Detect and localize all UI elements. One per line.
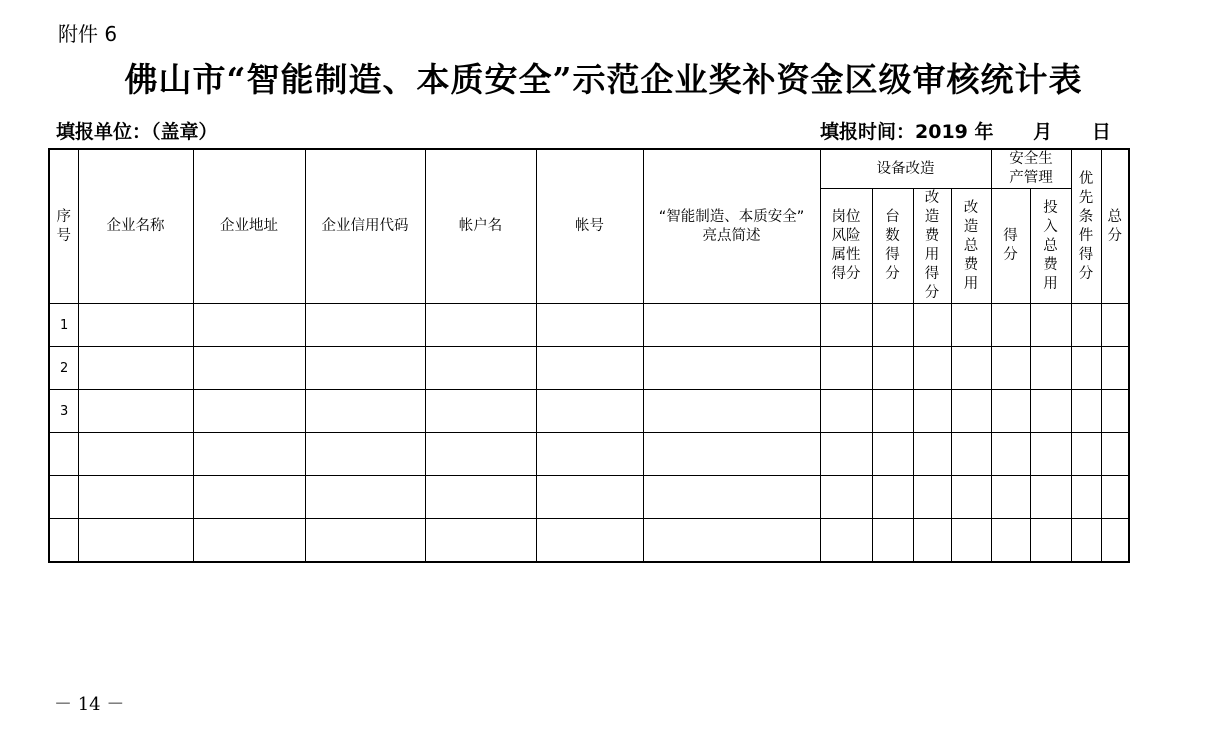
table-row — [49, 433, 1129, 476]
attachment-label: 附件 6 — [58, 22, 118, 46]
table-cell — [1101, 476, 1129, 519]
header-equip-cost-score: 改 造 费 用 得 分 — [913, 189, 951, 304]
table-cell — [305, 390, 425, 433]
table-cell — [1101, 390, 1129, 433]
table-cell — [536, 476, 643, 519]
table-cell — [78, 476, 193, 519]
table-cell — [991, 519, 1030, 562]
header-credit-code: 企业信用代码 — [305, 149, 425, 304]
table-row — [49, 390, 1129, 433]
table-cell — [1071, 476, 1101, 519]
table-cell — [872, 433, 913, 476]
table-cell — [425, 519, 536, 562]
table-cell — [193, 304, 305, 347]
table-cell — [1071, 390, 1101, 433]
table-row — [49, 304, 1129, 347]
fill-unit-label: 填报单位：（盖章） — [56, 121, 218, 143]
table-cell — [913, 519, 951, 562]
table-cell — [305, 433, 425, 476]
table-cell — [305, 347, 425, 390]
table-cell — [1030, 390, 1071, 433]
table-cell — [913, 476, 951, 519]
table-cell — [1030, 304, 1071, 347]
page-title: 佛山市“智能制造、本质安全”示范企业奖补资金区级审核统计表 — [124, 60, 1083, 99]
table-cell — [1101, 304, 1129, 347]
table-cell — [1071, 433, 1101, 476]
audit-statistics-table — [48, 148, 1130, 563]
table-cell — [193, 390, 305, 433]
table-cell — [425, 347, 536, 390]
table-cell — [913, 304, 951, 347]
table-cell — [991, 390, 1030, 433]
table-cell — [536, 519, 643, 562]
table-cell — [78, 347, 193, 390]
table-cell — [536, 390, 643, 433]
table-cell — [425, 304, 536, 347]
table-cell — [643, 519, 820, 562]
table-cell — [951, 519, 991, 562]
row-number-cell: 3 — [49, 390, 78, 433]
table-cell — [951, 433, 991, 476]
table-cell — [193, 433, 305, 476]
table-cell — [643, 390, 820, 433]
table-row — [49, 476, 1129, 519]
table-cell — [820, 390, 872, 433]
table-cell — [872, 390, 913, 433]
header-account-name: 帐户名 — [425, 149, 536, 304]
header-equip-total-cost: 改 造 总 费 用 — [951, 189, 991, 304]
header-account-number: 帐号 — [536, 149, 643, 304]
table-cell — [951, 304, 991, 347]
table-cell — [913, 390, 951, 433]
header-total-score: 总 分 — [1101, 149, 1129, 304]
header-safety-total-investment: 投 入 总 费 用 — [1030, 189, 1071, 304]
fill-time-label: 填报时间：2019 年 月 日 — [820, 121, 1111, 143]
table-cell — [193, 347, 305, 390]
header-highlights: “智能制造、本质安全” 亮点简述 — [643, 149, 820, 304]
table-cell — [913, 347, 951, 390]
header-equip-count-score: 台 数 得 分 — [872, 189, 913, 304]
table-cell — [951, 347, 991, 390]
header-equip-risk-score: 岗位 风险 属性 得分 — [820, 189, 872, 304]
table-cell — [1030, 476, 1071, 519]
table-cell — [991, 304, 1030, 347]
table-cell — [991, 347, 1030, 390]
table-row — [49, 347, 1129, 390]
table-cell — [1101, 519, 1129, 562]
table-cell — [536, 347, 643, 390]
table-cell — [425, 390, 536, 433]
row-number-cell: 2 — [49, 347, 78, 390]
page-number: － 14 － — [54, 694, 125, 715]
table-cell — [78, 304, 193, 347]
table-cell — [78, 519, 193, 562]
header-safety-score: 得 分 — [991, 189, 1030, 304]
table-body — [49, 304, 1129, 562]
table-cell — [305, 304, 425, 347]
table-cell — [1071, 519, 1101, 562]
table-cell — [643, 476, 820, 519]
row-number-cell — [49, 476, 78, 519]
table-cell — [820, 304, 872, 347]
row-number-cell: 1 — [49, 304, 78, 347]
header-safety-group: 安全生 产管理 — [991, 149, 1071, 189]
header-company-address: 企业地址 — [193, 149, 305, 304]
table-cell — [951, 476, 991, 519]
table-cell — [193, 519, 305, 562]
table-cell — [305, 476, 425, 519]
table-cell — [1101, 433, 1129, 476]
header-priority-score: 优 先 条 件 得 分 — [1071, 149, 1101, 304]
table-cell — [872, 347, 913, 390]
header-company-name: 企业名称 — [78, 149, 193, 304]
table-cell — [872, 476, 913, 519]
table-cell — [820, 347, 872, 390]
table-cell — [643, 433, 820, 476]
table-cell — [1030, 433, 1071, 476]
header-seq: 序 号 — [49, 149, 78, 304]
row-number-cell — [49, 433, 78, 476]
table-cell — [820, 519, 872, 562]
table-cell — [536, 433, 643, 476]
table-cell — [425, 476, 536, 519]
table-cell — [872, 519, 913, 562]
table-cell — [820, 476, 872, 519]
row-number-cell — [49, 519, 78, 562]
table-cell — [1101, 347, 1129, 390]
table-cell — [643, 347, 820, 390]
header-equipment-group: 设备改造 — [820, 149, 991, 189]
table-cell — [643, 304, 820, 347]
table-cell — [951, 390, 991, 433]
table-cell — [1030, 347, 1071, 390]
table-cell — [913, 433, 951, 476]
table-cell — [78, 390, 193, 433]
table-cell — [536, 304, 643, 347]
table-cell — [305, 519, 425, 562]
table-cell — [1071, 304, 1101, 347]
table-cell — [425, 433, 536, 476]
table-cell — [1030, 519, 1071, 562]
table-cell — [991, 433, 1030, 476]
table-row — [49, 519, 1129, 562]
table-cell — [78, 433, 193, 476]
table-cell — [1071, 347, 1101, 390]
table-cell — [872, 304, 913, 347]
table-cell — [820, 433, 872, 476]
table-cell — [991, 476, 1030, 519]
table-cell — [193, 476, 305, 519]
